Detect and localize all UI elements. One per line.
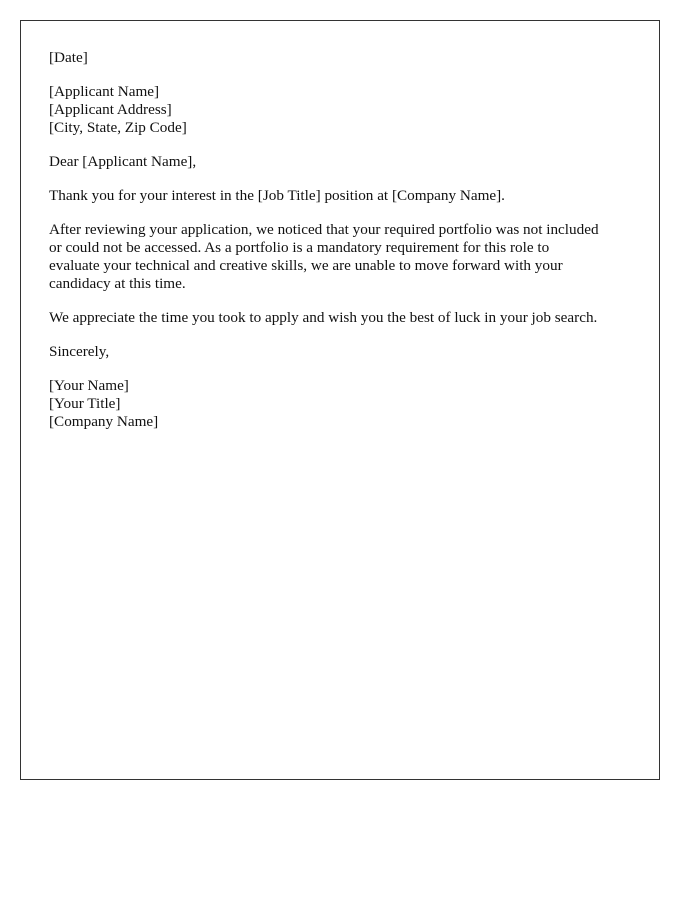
- letter-date: [Date]: [49, 49, 88, 66]
- recipient-address: [Applicant Address]: [49, 101, 172, 118]
- signature-block: [49, 377, 639, 431]
- body-paragraph-3: We appreciate the time you took to apply and wish you the best of luck in your job search.: [49, 309, 598, 326]
- signature-title: [Your Title]: [49, 395, 121, 412]
- recipient-city-state-zip: [City, State, Zip Code]: [49, 119, 187, 136]
- body-paragraph-1: Thank you for your interest in the [Job Title] position at [Company Name].: [49, 187, 505, 204]
- body-paragraph-2-line: evaluate your technical and creative skills, we are unable to move forward with your: [49, 257, 563, 274]
- letter-page: [20, 20, 660, 780]
- body-paragraph-2: [49, 221, 639, 293]
- recipient-block: [49, 83, 639, 137]
- salutation: Dear [Applicant Name],: [49, 153, 197, 170]
- body-paragraph-2-line: or could not be accessed. As a portfolio is a mandatory requirement for this role to: [49, 239, 550, 256]
- signature-name: [Your Name]: [49, 377, 129, 394]
- recipient-name: [Applicant Name]: [49, 83, 160, 100]
- closing: Sincerely,: [49, 343, 110, 360]
- body-paragraph-2-line: candidacy at this time.: [49, 275, 186, 292]
- signature-company: [Company Name]: [49, 413, 159, 430]
- letter-content: [49, 49, 639, 447]
- body-paragraph-2-line: After reviewing your application, we noticed that your required portfolio was not included: [49, 221, 599, 238]
